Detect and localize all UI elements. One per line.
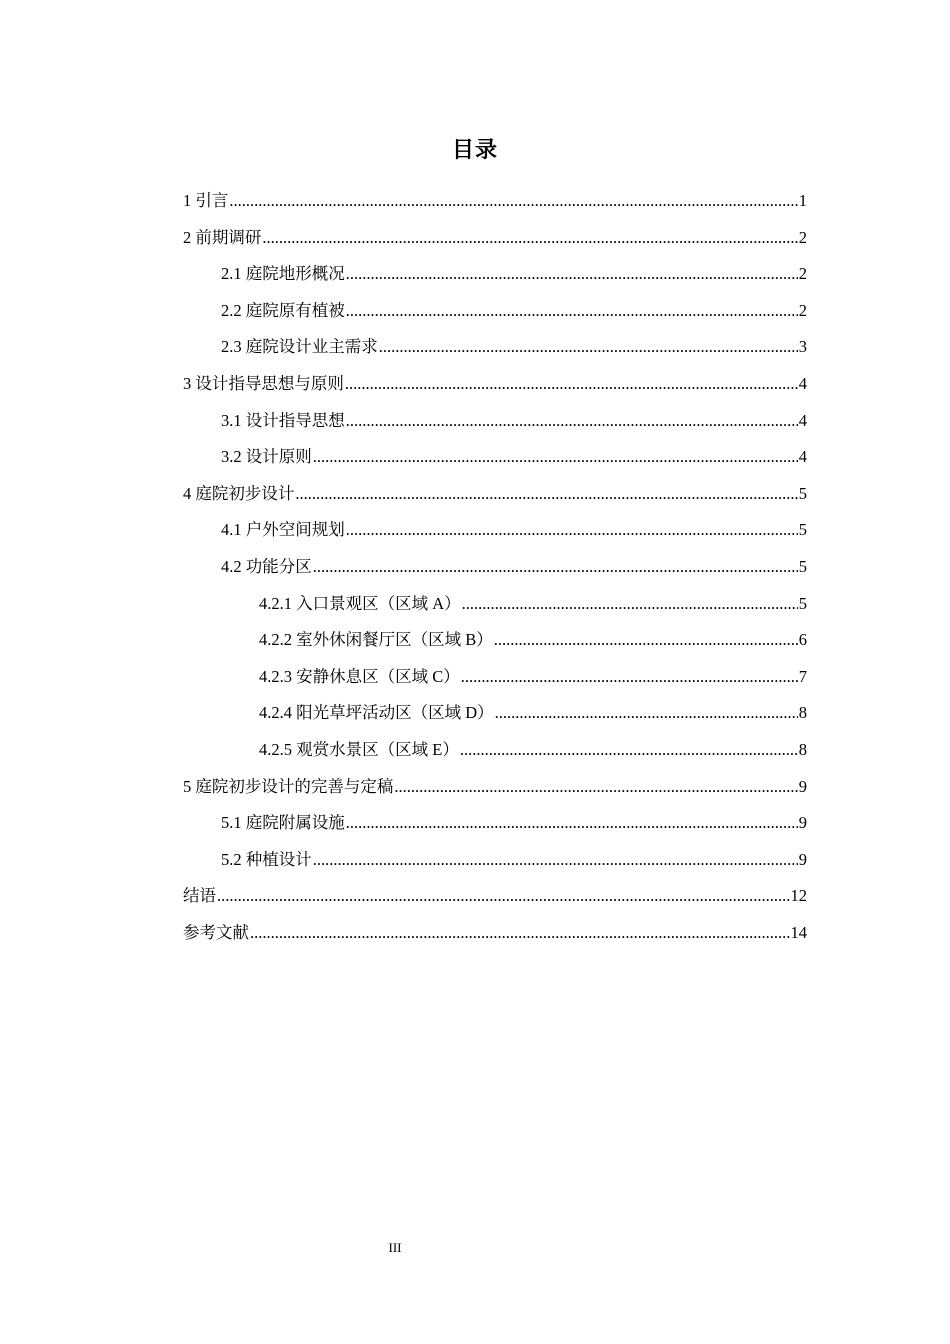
toc-entry-label: 4.2.2 室外休闲餐厅区（区域 B） [259,630,493,650]
toc-entry[interactable] [183,769,807,806]
toc-entry[interactable] [183,366,807,403]
toc-entry-label: 2.3 庭院设计业主需求 [221,337,378,357]
toc-entry-page: 5 [798,593,807,613]
toc-entry-page: 4 [798,373,807,393]
toc-entry[interactable] [183,220,807,257]
toc-entry[interactable] [183,329,807,366]
toc-entry[interactable] [183,842,807,879]
toc-entry-label: 4.2.5 观赏水景区（区域 E） [259,739,459,759]
toc-entry-label: 参考文献 [183,922,249,942]
toc-entry-page: 3 [798,337,807,357]
toc-entry-page: 12 [790,886,807,906]
toc-entry[interactable] [183,732,807,769]
toc-entry-page: 4 [798,410,807,430]
toc-entry[interactable] [183,256,807,293]
toc-leader-dots [313,549,798,586]
toc-entry-label: 5.2 种植设计 [221,849,312,869]
toc-entry-page: 8 [798,703,807,723]
toc-leader-dots [346,403,798,440]
toc-entry-page: 5 [798,483,807,503]
toc-leader-dots [462,586,798,623]
toc-entry-label: 3 设计指导思想与原则 [183,373,344,393]
toc-entry-page: 2 [798,227,807,247]
toc-entry[interactable] [183,915,807,952]
toc-leader-dots [262,220,797,257]
toc-entry[interactable] [183,622,807,659]
toc-entry-page: 5 [798,556,807,576]
toc-entry-page: 6 [798,630,807,650]
toc-leader-dots [495,695,798,732]
toc-leader-dots [217,878,790,915]
toc-entry-page: 9 [798,813,807,833]
toc-entry-page: 2 [798,300,807,320]
page-number: III [388,1240,402,1255]
toc-leader-dots [460,732,798,769]
toc-entry[interactable] [183,805,807,842]
toc-entry[interactable] [183,476,807,513]
toc-entry-page: 1 [798,191,807,210]
toc-entry-label: 4.1 户外空间规划 [221,520,345,540]
toc-entry-page: 9 [798,849,807,869]
toc-entry-label: 1 引言 [183,191,229,210]
toc-entry-label: 4.2.4 阳光草坪活动区（区域 D） [259,703,494,723]
toc-entry-label: 2.2 庭院原有植被 [221,300,345,320]
toc-entry-page: 2 [798,264,807,284]
toc-entry-label: 5.1 庭院附属设施 [221,813,345,833]
toc-entry-page: 8 [798,739,807,759]
toc-leader-dots [346,256,798,293]
toc-leader-dots [295,476,797,513]
toc-leader-dots [346,293,798,330]
toc-entry-page: 7 [798,666,807,686]
toc-leader-dots [346,805,798,842]
toc-entry[interactable] [183,878,807,915]
toc-leader-dots [461,659,798,696]
toc-leader-dots [494,622,798,659]
toc-leader-dots [394,769,797,806]
toc-entry[interactable] [183,659,807,696]
toc-leader-dots [346,512,798,549]
toc-entry-page: 9 [798,776,807,796]
toc-entry[interactable] [183,512,807,549]
toc-entry[interactable] [183,586,807,623]
toc-entry-page: 5 [798,520,807,540]
toc-title: 目录 [451,138,498,163]
toc-entry[interactable] [183,403,807,440]
toc-leader-dots [345,366,798,403]
toc-entry[interactable] [183,439,807,476]
toc-entry[interactable] [183,183,807,220]
toc-entry-label: 4.2 功能分区 [221,556,312,576]
toc-entry-page: 4 [798,447,807,467]
toc-entry[interactable] [183,293,807,330]
toc-entry-label: 5 庭院初步设计的完善与定稿 [183,776,394,796]
toc-entry-label: 4 庭院初步设计 [183,483,295,503]
toc-leader-dots [229,183,797,220]
toc-entry-label: 结语 [183,886,216,906]
toc-entry-label: 4.2.1 入口景观区（区域 A） [259,593,461,613]
toc-leader-dots [313,842,798,879]
toc-leader-dots [313,439,798,476]
toc-entry[interactable] [183,549,807,586]
toc-entry-page: 14 [790,922,807,942]
toc-entry-label: 2.1 庭院地形概况 [221,264,345,284]
toc-entry-label: 3.1 设计指导思想 [221,410,345,430]
toc-entry-label: 3.2 设计原则 [221,447,312,467]
toc-list [183,183,807,951]
toc-entry-label: 4.2.3 安静休息区（区域 C） [259,666,460,686]
toc-leader-dots [250,915,790,952]
toc-leader-dots [379,329,798,366]
toc-entry[interactable] [183,695,807,732]
toc-entry-label: 2 前期调研 [183,227,262,247]
